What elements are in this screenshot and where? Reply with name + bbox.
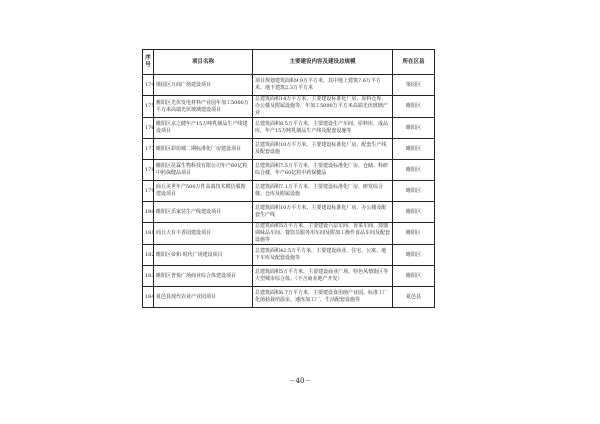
row-name: 雅阳区光伏发电材料产业园年加工5000万平方米高端光伏玻璃建设项目 [154, 96, 253, 118]
table-row [143, 139, 435, 160]
table-header-row [143, 50, 435, 75]
table-row [143, 160, 435, 181]
row-content: 总建筑面积8.5万平方米，主要建设生产车间、原料库、成品库，年产15万吨乳制品生产线及配套设施等 [253, 118, 393, 139]
header-name: 项目名称 [154, 50, 253, 75]
row-name: 睢阳区乐家装生产线建设项目 [154, 202, 253, 223]
row-region: 睢阳区 [393, 118, 435, 139]
row-name: 夏邑县现代农业产业园项目 [154, 287, 253, 308]
row-content: 总建筑面积10万平方米，主要建设标准化厂房、办公楼及配套生产线 [253, 202, 393, 223]
row-no: 176 [143, 118, 154, 139]
row-name: 商丘美世年产500万件高端技术模仿服饰建设项目 [154, 181, 253, 202]
row-name: 睢阳区帝和·时代广场建设项目 [154, 245, 253, 266]
table-row [143, 96, 435, 118]
row-region: 睢阳区 [393, 266, 435, 287]
row-name: 商丘大有丰香园建设项目 [154, 223, 253, 245]
row-content: 总建筑面积7.5万平方米，主要建设标准化厂房、仓储、科研综合楼，年产60亿粒中药保健品 [253, 160, 393, 181]
row-name: 梁园区万商广场建设项目 [154, 75, 253, 96]
row-content: 总建筑面积7.1万平方米，主要建设标准化厂房、研发综合楼、仓库及附属设施 [253, 181, 393, 202]
row-no: 179 [143, 181, 154, 202]
row-region: 梁园区 [393, 75, 435, 96]
row-region: 睢阳区 [393, 160, 435, 181]
row-no: 178 [143, 160, 154, 181]
table-row [143, 75, 435, 96]
page-number: －40－ [288, 377, 312, 385]
table-row [143, 202, 435, 223]
row-no: 183 [143, 266, 154, 287]
header-no: 序号 [143, 50, 154, 75]
row-content: 总建筑面积6.7万平方米，主要建设食用菌产业园、标准工厂化菌菇栽培温室、速冻加工厂、生活配套设施等 [253, 287, 393, 308]
row-region: 睢阳区 [393, 96, 435, 118]
row-no: 184 [143, 287, 154, 308]
row-name: 睢阳区京之健年产15万吨乳制品生产线建设项目 [154, 118, 253, 139]
row-content: 总建筑面积5万平方米，主要建设六层车间、香菜车间、蒸馏调味品车间、餐饮员服务用车间及附加工操作食品车间及配套设施等 [253, 223, 393, 245]
table-row [143, 266, 435, 287]
row-content: 总建筑面积14万平方米，主要建设标准化厂房、原料仓库、办公楼及附属设施等，年加工5000万平方米高端光伏玻璃产业 [253, 96, 393, 118]
row-content: 总建筑面积10万平方米，主要建设标准化厂房、配套生产线及配套设施 [253, 139, 393, 160]
row-region: 夏邑县 [393, 287, 435, 308]
row-region: 睢阳区 [393, 181, 435, 202]
row-name: 睢阳区昆霖生物科技有限公司年产60亿粒中药保健品项目 [154, 160, 253, 181]
row-no: 181 [143, 223, 154, 245]
row-region: 睢阳区 [393, 223, 435, 245]
row-content: 总建筑面积5万平方米，主要建设商业广场、特色风情街区等大型城市综合体。（不含商业地产开发） [253, 266, 393, 287]
table-row [143, 118, 435, 139]
row-no: 174 [143, 75, 154, 96]
row-region: 睢阳区 [393, 202, 435, 223]
row-no: 177 [143, 139, 154, 160]
table-row [143, 223, 435, 245]
row-region: 睢阳区 [393, 139, 435, 160]
table-row [143, 245, 435, 266]
row-no: 182 [143, 245, 154, 266]
table-row [143, 287, 435, 308]
project-table [142, 49, 435, 308]
header-content: 主要建设内容及建设总规模 [253, 50, 393, 75]
row-name: 睢阳区彩坊城二期标准化厂房建设项目 [154, 139, 253, 160]
row-content: 项目规划建筑面积9.9万平方米，其中地上建筑7.6万平方米，地下建筑2.3万平方米 [253, 75, 393, 96]
table-row [143, 181, 435, 202]
row-no: 175 [143, 96, 154, 118]
row-region: 睢阳区 [393, 245, 435, 266]
row-content: 总建筑面积42.5万平方米，主要建设商业、住宅、公寓、地下车库及配套设施等 [253, 245, 393, 266]
row-no: 180 [143, 202, 154, 223]
header-region: 所在区县 [393, 50, 435, 75]
row-name: 睢阳区普悦广场商业综合体建设项目 [154, 266, 253, 287]
